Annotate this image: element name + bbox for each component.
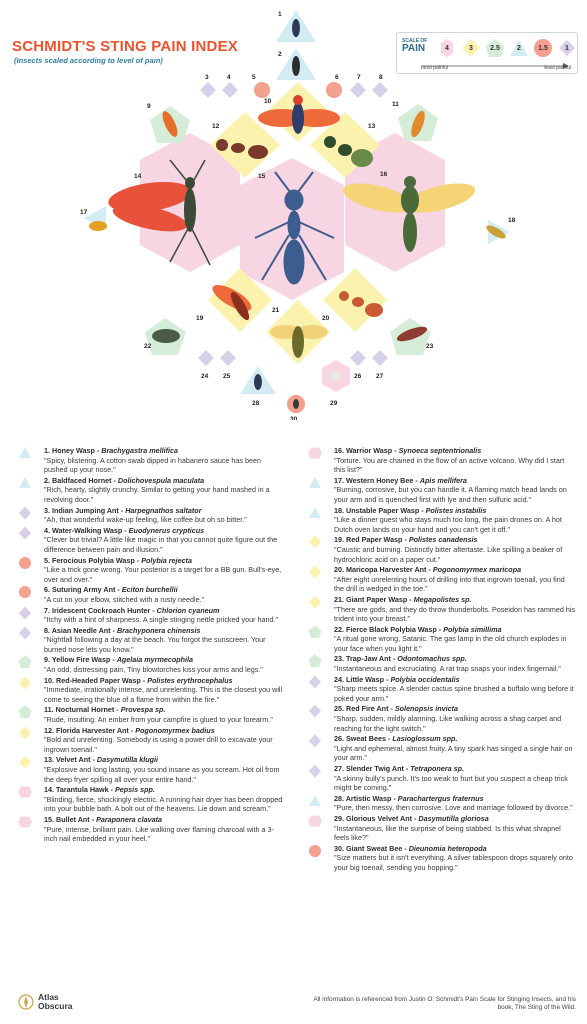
entry-scientific-name: Odontomachus spp. (397, 654, 467, 664)
number-26: 26 (354, 373, 362, 380)
entry-number: 15. (44, 814, 54, 824)
entry-heading: 22. Fierce Black Polybia Wasp - Polybia simillima (334, 624, 502, 634)
legend-level-3 (461, 38, 481, 58)
entry-common-name: Trap-Jaw Ant (346, 654, 391, 664)
number-2: 2 (278, 51, 282, 58)
entry-number: 13. (44, 755, 54, 765)
entry-quote: "Pure, intense, brilliant pain. Like walking over flaming charcoal with a 3-inch nail embedded in your heel." (44, 824, 274, 844)
entry-quote: "Sharp, sudden, mildly alarming. Like walking across a shag carpet and reaching for the light switch." (334, 714, 562, 733)
list-item (308, 446, 576, 475)
entry-common-name: Giant Sweat Bee (346, 843, 403, 853)
diamond-25 (220, 350, 236, 366)
hexagon-pain-icon (18, 815, 32, 829)
entry-quote: "Bold and unrelenting. Somebody is using a power drill to excavate your ingrown toenail." (44, 735, 273, 754)
entry-common-name: Red Paper Wasp (346, 535, 403, 545)
pentagon-pain-icon (308, 625, 322, 639)
number-16: 16 (380, 171, 388, 178)
hexagon-pain-icon (18, 785, 32, 799)
number-10: 10 (264, 98, 272, 105)
hexagon-pain-icon (308, 446, 322, 460)
entry-heading: 19. Red Paper Wasp - Polistes canadensis (334, 535, 478, 545)
entry-number: 1. (44, 446, 50, 455)
entry-number: 21. (334, 594, 344, 604)
giant-sweat-bee-illustration (293, 399, 299, 409)
entry-number: 29. (334, 813, 344, 823)
entry-heading: 26. Sweat Bees - Lasioglossum spp. (334, 734, 458, 744)
entry-heading: 13. Velvet Ant - Dasymutilla klugii (44, 755, 158, 765)
entry-heading: 20. Maricopa Harvester Ant - Pogonomyrmex maricopa (334, 565, 522, 575)
glorious-velvet-ant-illustration (330, 371, 342, 381)
legend-level-1-label: 1 (565, 44, 569, 52)
legend-level-3-label: 3 (469, 44, 473, 52)
number-18: 18 (508, 217, 516, 224)
list-item (308, 654, 576, 673)
honey-wasp-illustration (292, 19, 300, 37)
entry-scientific-name: Eciton burchellii (121, 585, 178, 595)
entry-common-name: Red-Headed Paper Wasp (56, 675, 141, 685)
entry-heading: 6. Suturing Army Ant - Eciton burchellii (44, 585, 178, 595)
entry-heading: 12. Florida Harvester Ant - Pogonomyrmex badius (44, 725, 215, 735)
entry-common-name: Red Fire Ant (346, 704, 389, 714)
entry-common-name: Nocturnal Hornet (55, 705, 115, 715)
entry-number: 22. (334, 624, 344, 634)
legend-level-2 (509, 38, 529, 58)
diamond-26 (350, 350, 366, 366)
compass-icon (18, 994, 34, 1010)
diamond-pain-icon (18, 606, 32, 620)
entry-heading: 25. Red Fire Ant - Solenopsis invicta (334, 704, 458, 714)
list-item (18, 726, 286, 755)
entry-common-name: Bullet Ant (56, 814, 90, 824)
entry-heading: 18. Unstable Paper Wasp - Polistes instabilis (334, 505, 487, 515)
entry-quote: "A skinny bully's punch. It's too weak to hurt but you suspect a cheap trick might be coming." (334, 773, 568, 793)
triangle-pain-icon (18, 446, 32, 460)
entry-quote: "Immediate, irrationally intense, and unrelenting. This is the closest you will come to seeing the blue of a flame from within the fire." (44, 685, 283, 704)
entry-quote: "Like a dinner guest who stays much too long, the pain drones on. A hot Dutch oven lands on your hand and you can't get it off." (334, 515, 562, 534)
entry-scientific-name: Synoeca septentrionalis (398, 446, 482, 455)
entry-number: 26. (334, 734, 344, 744)
entry-number: 8. (44, 625, 50, 635)
entry-number: 10. (44, 675, 54, 685)
list-item (308, 595, 576, 624)
diamond-pain-icon (18, 626, 32, 640)
number-9: 9 (147, 103, 151, 110)
entry-scientific-name: Polybia rejecta (141, 555, 192, 565)
triangle-pain-icon (18, 476, 32, 490)
entry-scientific-name: Polybia occidentalis (390, 674, 460, 684)
diamond-pain-icon (18, 506, 32, 520)
entry-common-name: Warrior Wasp (346, 446, 393, 455)
list-item (308, 535, 576, 564)
entries-right-column (308, 446, 576, 874)
legend-level-2-5-label: 2.5 (490, 44, 500, 52)
legend-level-1-5 (533, 38, 553, 58)
number-7: 7 (357, 74, 361, 81)
entry-common-name: Glorious Velvet Ant (346, 813, 413, 823)
entry-heading: 11. Nocturnal Hornet - Provespa sp. (44, 705, 166, 715)
source-note: All information is referenced from Justin O. Schmidt's Pain Scale for Stinging Insects, and his book, The Sting of the Wild. (313, 996, 576, 1011)
entry-scientific-name: Polybia simillima (443, 624, 502, 634)
entry-common-name: Tarantula Hawk (56, 785, 109, 795)
entry-quote: "Spicy, blistering. A cotton swab dipped in habanero sauce has been pushed up your nose." (44, 455, 261, 475)
entry-number: 7. (44, 605, 50, 615)
entry-common-name: Little Wasp (346, 674, 385, 684)
entry-common-name: Suturing Army Ant (52, 585, 116, 595)
entry-number: 12. (44, 725, 54, 735)
entry-number: 25. (334, 704, 344, 714)
list-item (18, 606, 286, 625)
number-5: 5 (252, 74, 256, 81)
list-item (308, 764, 576, 793)
list-item (308, 734, 576, 763)
number-11: 11 (392, 101, 399, 108)
number-29: 29 (330, 400, 338, 407)
entry-scientific-name: Lasioglossum spp. (392, 734, 458, 744)
entry-scientific-name: Chlorion cyaneum (156, 605, 220, 615)
list-item (18, 585, 286, 604)
diamond-pain-icon (308, 704, 322, 718)
entry-scientific-name: Dasymutilla gloriosa (418, 813, 489, 823)
legend-level-2-label: 2 (517, 44, 521, 52)
pain-scale-legend (396, 32, 578, 74)
entry-scientific-name: Euodynerus crypticus (128, 525, 205, 535)
diamond-pain-icon (308, 565, 322, 579)
entry-scientific-name: Polistes instabilis (425, 505, 487, 515)
list-item (308, 704, 576, 733)
artistic-wasp-illustration (254, 374, 262, 390)
entry-scientific-name: Provespa sp. (120, 705, 166, 715)
entry-heading: 2. Baldfaced Hornet - Dolichovespula maculata (44, 475, 205, 485)
entry-quote: "Instantaneous, like the surprise of being stabbed. Is this what shrapnel feels like?" (334, 823, 561, 843)
entry-common-name: Sweat Bees (346, 734, 386, 744)
entries-left-column (18, 446, 286, 845)
diamond-pain-icon (18, 755, 32, 769)
number-3: 3 (205, 74, 209, 81)
entry-scientific-name: Solenopsis invicta (394, 704, 458, 714)
entry-quote: "A cut on your elbow, stitched with a rusty needle." (44, 594, 205, 604)
entry-quote: "Light and ephemeral, almost fruity. A tiny spark has singed a single hair on your arm." (334, 743, 573, 763)
entry-number: 4. (44, 525, 50, 535)
entry-quote: "Burning, corrosive, but you can handle it. A flaming match head lands on your arm and is quenched first with lye and then sulfuric acid." (334, 485, 567, 504)
diamond-pain-icon (18, 676, 32, 690)
number-19: 19 (196, 315, 204, 322)
legend-level-1 (557, 38, 577, 58)
circle-5 (254, 82, 270, 98)
entry-number: 17. (334, 475, 344, 485)
diamond-pain-icon (308, 764, 322, 778)
entry-common-name: Velvet Ant (56, 755, 91, 765)
list-item (308, 625, 576, 654)
western-honey-bee-illustration (89, 221, 107, 231)
number-4: 4 (227, 74, 231, 81)
entry-heading: 9. Yellow Fire Wasp - Agelaia myrmecophila (44, 655, 194, 665)
entry-heading: 28. Artistic Wasp - Parachartergus fraternus (334, 793, 484, 803)
entry-scientific-name: Pepsis spp. (114, 785, 155, 795)
entry-scientific-name: Paraponera clavata (96, 814, 162, 824)
entry-quote: "Rich, hearty, slightly crunchy. Similar to getting your hand mashed in a revolving door." (44, 485, 270, 504)
entry-scientific-name: Tetraponera sp. (410, 764, 464, 773)
entry-scientific-name: Apis mellifera (419, 475, 467, 485)
diamond-pain-icon (18, 726, 32, 740)
circle-6 (326, 82, 342, 98)
list-item (18, 506, 286, 525)
number-23: 23 (426, 343, 434, 350)
entry-scientific-name: Dasymutilla klugii (96, 755, 158, 765)
legend-least-label: least painful (544, 65, 571, 71)
entry-number: 2. (44, 475, 50, 485)
entry-quote: "Caustic and burning. Distinctly bitter aftertaste. Like spilling a beaker of hydrochloric acid on a paper cut." (334, 544, 563, 564)
number-30: 30 (290, 416, 298, 420)
entry-common-name: Western Honey Bee (346, 475, 414, 485)
legend-level-4 (437, 38, 457, 58)
legend-label-main: PAIN (402, 43, 426, 54)
number-28: 28 (252, 400, 260, 407)
diamond-3 (200, 82, 216, 98)
entry-heading: 23. Trap-Jaw Ant - Odontomachus spp. (334, 654, 467, 664)
entry-scientific-name: Harpegnathos saltator (125, 505, 202, 515)
entry-common-name: Indian Jumping Ant (52, 505, 119, 515)
page-subtitle: (Insects scaled according to level of pain) (14, 56, 163, 65)
entry-heading: 3. Indian Jumping Ant - Harpegnathos saltator (44, 505, 202, 515)
entry-heading: 16. Warrior Wasp - Synoeca septentrionalis (334, 446, 482, 455)
entry-scientific-name: Polistes erythrocephalus (147, 675, 233, 685)
number-17: 17 (80, 209, 88, 216)
diamond-24 (198, 350, 214, 366)
triangle-pain-icon (308, 476, 322, 490)
list-item (18, 785, 286, 814)
number-15: 15 (258, 173, 266, 180)
list-item (308, 814, 576, 843)
entry-common-name: Unstable Paper Wasp (346, 505, 420, 515)
entry-heading: 17. Western Honey Bee - Apis mellifera (334, 475, 467, 485)
list-item (18, 526, 286, 555)
list-item (308, 794, 576, 813)
list-item (308, 675, 576, 704)
legend-most-label: most painful (421, 65, 448, 71)
entry-common-name: Giant Paper Wasp (346, 594, 408, 604)
diamond-pain-icon (18, 526, 32, 540)
list-item (308, 565, 576, 594)
legend-level-4-label: 4 (445, 44, 449, 52)
entry-number: 24. (334, 674, 344, 684)
legend-level-1-5-label: 1.5 (538, 44, 548, 52)
diamond-27 (372, 350, 388, 366)
legend-shapes (437, 38, 577, 58)
entry-quote: "An odd, distressing pain, Tiny blowtorches kiss your arms and legs." (44, 665, 263, 675)
circle-pain-icon (308, 844, 322, 858)
entry-heading: 8. Asian Needle Ant - Brachyponera chinensis (44, 625, 201, 635)
entry-quote: "Torture. You are chained in the flow of an active volcano. Why did I start this list?" (334, 455, 565, 475)
entry-quote: "Nightfall following a day at the beach. You forgot the sunscreen. Your burned nose lets you know." (44, 635, 266, 654)
entry-heading: 14. Tarantula Hawk - Pepsis spp. (44, 785, 155, 795)
brand-line-1: Atlas (38, 992, 59, 1002)
list-item (18, 655, 286, 674)
entry-number: 16. (334, 446, 344, 455)
entry-common-name: Slender Twig Ant (346, 764, 404, 773)
number-6: 6 (335, 74, 339, 81)
list-item (18, 705, 286, 724)
entry-quote: "Like a trick gone wrong. Your posterior is a target for a BB gun. Bull's-eye, over and over." (44, 565, 282, 584)
entry-quote: "Rude, insulting. An ember from your campfire is glued to your forearm." (44, 715, 273, 725)
list-item (18, 676, 286, 705)
entry-quote: "Instantaneous and excruciating. A rat trap snaps your index fingernail." (334, 664, 561, 674)
entry-quote: "After eight unrelenting hours of drilling into that ingrown toenail, you find the drill is wedged in the toe." (334, 574, 565, 594)
number-12: 12 (212, 123, 220, 130)
entry-common-name: Artistic Wasp (345, 793, 392, 803)
legend-label (402, 38, 427, 54)
diamond-pain-icon (308, 734, 322, 748)
entry-number: 11. (44, 705, 54, 715)
entry-number: 14. (44, 785, 54, 795)
entry-heading: 5. Ferocious Polybia Wasp - Polybia rejecta (44, 555, 192, 565)
entry-common-name: Honey Wasp (52, 446, 95, 455)
entry-common-name: Asian Needle Ant (51, 625, 111, 635)
entry-common-name: Iridescent Cockroach Hunter (52, 605, 151, 615)
entry-heading: 27. Slender Twig Ant - Tetraponera sp. (334, 764, 464, 773)
entry-quote: "There are gods, and they do throw thunderbolts. Poseidon has rammed his trident into your breast." (334, 604, 576, 624)
entry-number: 19. (334, 535, 344, 545)
entry-quote: "Clever but trivial? A little like magic in that you cannot quite figure out the difference between pain and illusion." (44, 535, 278, 554)
number-22: 22 (144, 343, 152, 350)
pentagon-pain-icon (18, 655, 32, 669)
entry-scientific-name: Pogonomyrmex badius (135, 725, 215, 735)
diamond-8 (372, 82, 388, 98)
entry-quote: "Explosive and long lasting, you sound insane as you scream. Hot oil from the deep fryer spilling all over your entire hand." (44, 765, 280, 784)
entry-heading: 7. Iridescent Cockroach Hunter - Chlorion cyaneum (44, 605, 220, 615)
entry-quote: "Size matters but it isn't everything. A silver tablespoon drops squarely onto your big toenail, sending you hopping." (334, 853, 573, 872)
number-25: 25 (223, 373, 231, 380)
legend-level-2-5 (485, 38, 505, 58)
legend-label-top: SCALE OF (402, 38, 428, 44)
entry-common-name: Ferocious Polybia Wasp (52, 555, 135, 565)
entry-scientific-name: Brachyponera chinensis (116, 625, 201, 635)
circle-pain-icon (18, 556, 32, 570)
entry-quote: "Sharp meets spice. A slender cactus spine brushed a buffalo wing before it poked your arm." (334, 684, 574, 703)
diamond-7 (350, 82, 366, 98)
entry-scientific-name: Dieunomia heteropoda (408, 843, 487, 853)
entry-heading: 24. Little Wasp - Polybia occidentalis (334, 674, 460, 684)
entry-number: 3. (44, 505, 50, 515)
list-item (18, 815, 286, 844)
entry-heading: 1. Honey Wasp - Brachygastra mellifica (44, 446, 178, 455)
pentagon-pain-icon (18, 705, 32, 719)
entry-number: 30. (334, 843, 344, 853)
triangle-pain-icon (308, 506, 322, 520)
diamond-pain-icon (308, 595, 322, 609)
diamond-pain-icon (308, 535, 322, 549)
entry-scientific-name: Polistes canadensis (408, 535, 478, 545)
list-item (308, 476, 576, 505)
circle-pain-icon (18, 585, 32, 599)
entry-number: 5. (44, 555, 50, 565)
list-item (18, 556, 286, 585)
entry-number: 9. (44, 655, 50, 665)
entry-heading: 30. Giant Sweat Bee - Dieunomia heteropoda (334, 843, 487, 853)
entry-common-name: Water-Walking Wasp (52, 525, 123, 535)
entry-number: 28. (334, 793, 344, 803)
number-13: 13 (368, 123, 376, 130)
list-item (308, 506, 576, 535)
entry-quote: "Itchy with a hint of sharpness. A single stinging nettle pricked your hand." (44, 615, 279, 625)
fierce-black-polybia-wasp-illustration (152, 329, 180, 343)
entry-quote: "A ritual gone wrong, Satanic. The gas lamp in the old church explodes in your face when you light it." (334, 634, 567, 653)
pentagon-pain-icon (308, 654, 322, 668)
entry-number: 27. (334, 764, 344, 773)
entry-common-name: Florida Harvester Ant (56, 725, 129, 735)
entry-scientific-name: Megapolistes sp. (413, 594, 472, 604)
entry-heading: 15. Bullet Ant - Paraponera clavata (44, 814, 162, 824)
entry-scientific-name: Parachartergus fraternus (397, 793, 484, 803)
number-27: 27 (376, 373, 384, 380)
number-14: 14 (134, 173, 142, 180)
entry-common-name: Maricopa Harvester Ant (346, 565, 427, 575)
entry-number: 18. (334, 505, 344, 515)
number-20: 20 (322, 315, 330, 322)
entry-quote: "Pure, then messy, then corrosive. Love and marriage followed by divorce." (334, 803, 573, 813)
baldfaced-hornet-illustration (292, 56, 300, 76)
entry-quote: "Blinding, fierce, shockingly electric. A running hair dryer has been dropped into your bubble bath. A bolt out of the heavens. Lie down and scream." (44, 794, 283, 814)
number-21: 21 (272, 307, 280, 314)
entry-heading: 10. Red-Headed Paper Wasp - Polistes erythrocephalus (44, 675, 233, 685)
entry-number: 20. (334, 565, 344, 575)
page-title: SCHMIDT'S STING PAIN INDEX (12, 38, 239, 55)
list-item (18, 446, 286, 475)
entry-scientific-name: Pogonomyrmex maricopa (432, 565, 522, 575)
entry-quote: "Ah, that wonderful wake-up feeling, like coffee but oh so bitter." (44, 515, 247, 525)
list-item (18, 755, 286, 784)
entry-common-name: Fierce Black Polybia Wasp (346, 624, 437, 634)
entry-heading: 4. Water-Walking Wasp - Euodynerus crypticus (44, 525, 205, 535)
entry-scientific-name: Brachygastra mellifica (101, 446, 178, 455)
number-8: 8 (379, 74, 383, 81)
entry-common-name: Yellow Fire Wasp (51, 655, 111, 665)
entry-heading: 29. Glorious Velvet Ant - Dasymutilla gloriosa (334, 813, 489, 823)
brand-name (38, 993, 73, 1011)
entry-scientific-name: Agelaia myrmecophila (116, 655, 194, 665)
entry-number: 23. (334, 654, 344, 664)
number-24: 24 (201, 373, 209, 380)
list-item (308, 844, 576, 873)
triangle-pain-icon (308, 794, 322, 808)
atlas-obscura-logo (18, 993, 73, 1011)
entry-scientific-name: Dolichovespula maculata (117, 475, 205, 485)
entry-heading: 21. Giant Paper Wasp - Megapolistes sp. (334, 594, 472, 604)
brand-line-2: Obscura (38, 1001, 73, 1011)
list-item (18, 626, 286, 655)
hexagon-pain-icon (308, 814, 322, 828)
number-1: 1 (278, 11, 282, 18)
entry-number: 6. (44, 585, 50, 595)
list-item (18, 476, 286, 505)
diamond-4 (222, 82, 238, 98)
diamond-pain-icon (308, 675, 322, 689)
entry-common-name: Baldfaced Hornet (52, 475, 112, 485)
